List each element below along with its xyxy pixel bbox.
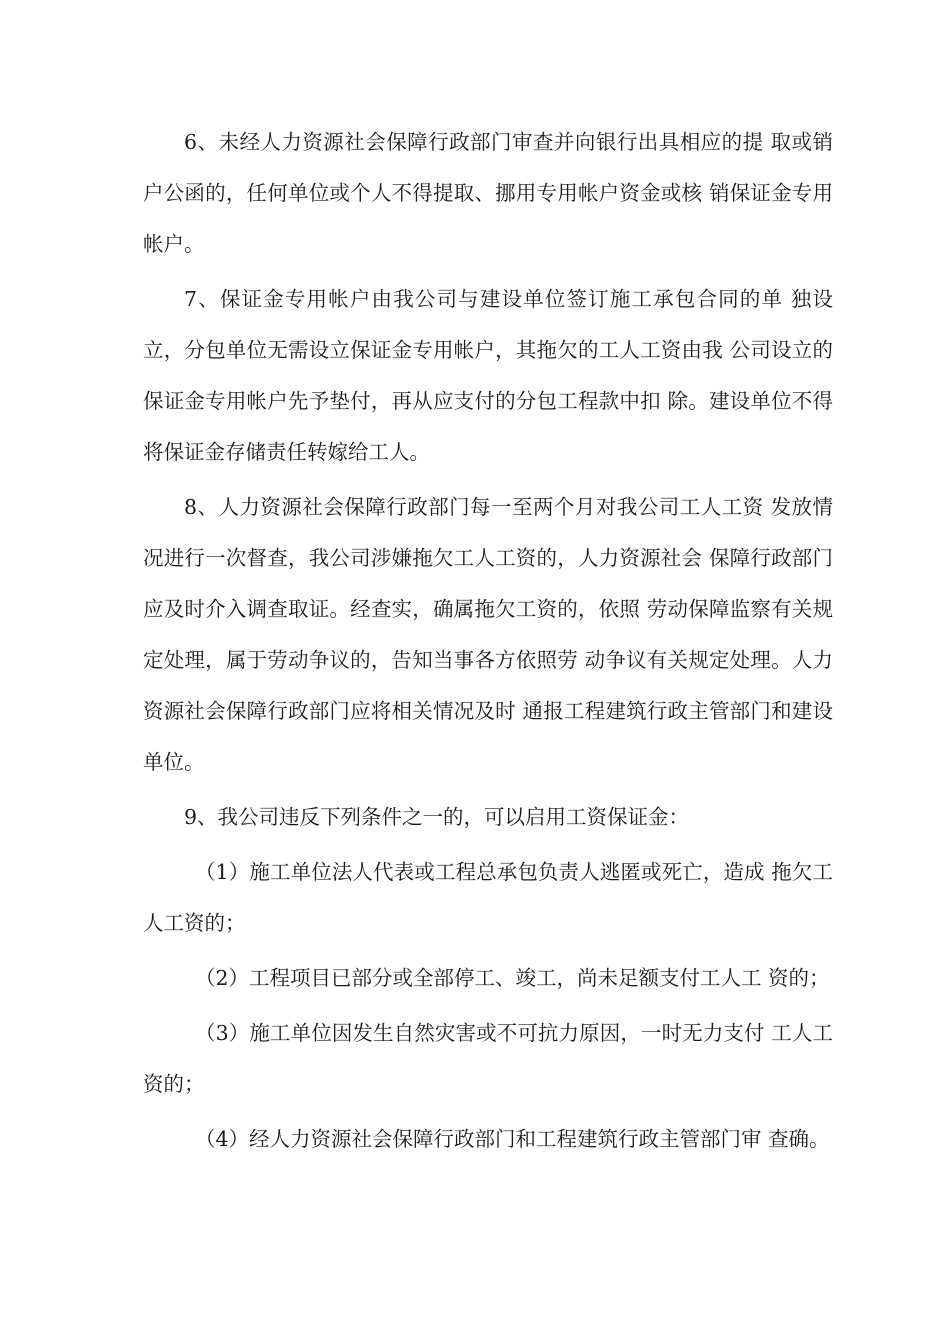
paragraph-item-9: 9、我公司违反下列条件之一的，可以启用工资保证金： — [184, 805, 690, 829]
paragraph-item-7: 7、保证金专用帐户由我公司与建设单位签订施工承包合同的单 独设立，分包单位无需设立保证金专用帐户，其拖欠的工人工资由我 公司设立的保证金专用帐户先予垫付，再从应支付的分包工程款中扣 除。建设单位不得将保证金存储责任转嫁给工人。 — [143, 287, 833, 464]
paragraph-item-6: 6、未经人力资源社会保障行政部门审查并向银行出具相应的提 取或销户公函的，任何单位或个人不得提取、挪用专用帐户资金或核 销保证金专用帐户。 — [143, 130, 833, 256]
paragraph-item-8: 8、人力资源社会保障行政部门每一至两个月对我公司工人工资 发放情况进行一次督查，我公司涉嫌拖欠工人工资的，人力资源社会 保障行政部门应及时介入调查取证。经查实，确属拖欠工资的，依照 劳动保障监察有关规定处理，属于劳动争议的，告知当事各方依照劳 动争议有关规定处理。人力资源社会保障行政部门应将相关情况及时 通报工程建筑行政主管部门和建设单位。 — [143, 495, 833, 774]
paragraph-condition-2: （2）工程项目已部分或全部停工、竣工，尚未足额支付工人工 资的； — [195, 966, 830, 990]
paragraph-condition-1: （1）施工单位法人代表或工程总承包负责人逃匿或死亡，造成 拖欠工人工资的； — [143, 860, 833, 935]
paragraph-condition-4: （4）经人力资源社会保障行政部门和工程建筑行政主管部门审 查确。 — [195, 1127, 830, 1151]
paragraph-condition-3: （3）施工单位因发生自然灾害或不可抗力原因，一时无力支付 工人工资的； — [143, 1021, 833, 1096]
document-body — [143, 117, 833, 1165]
